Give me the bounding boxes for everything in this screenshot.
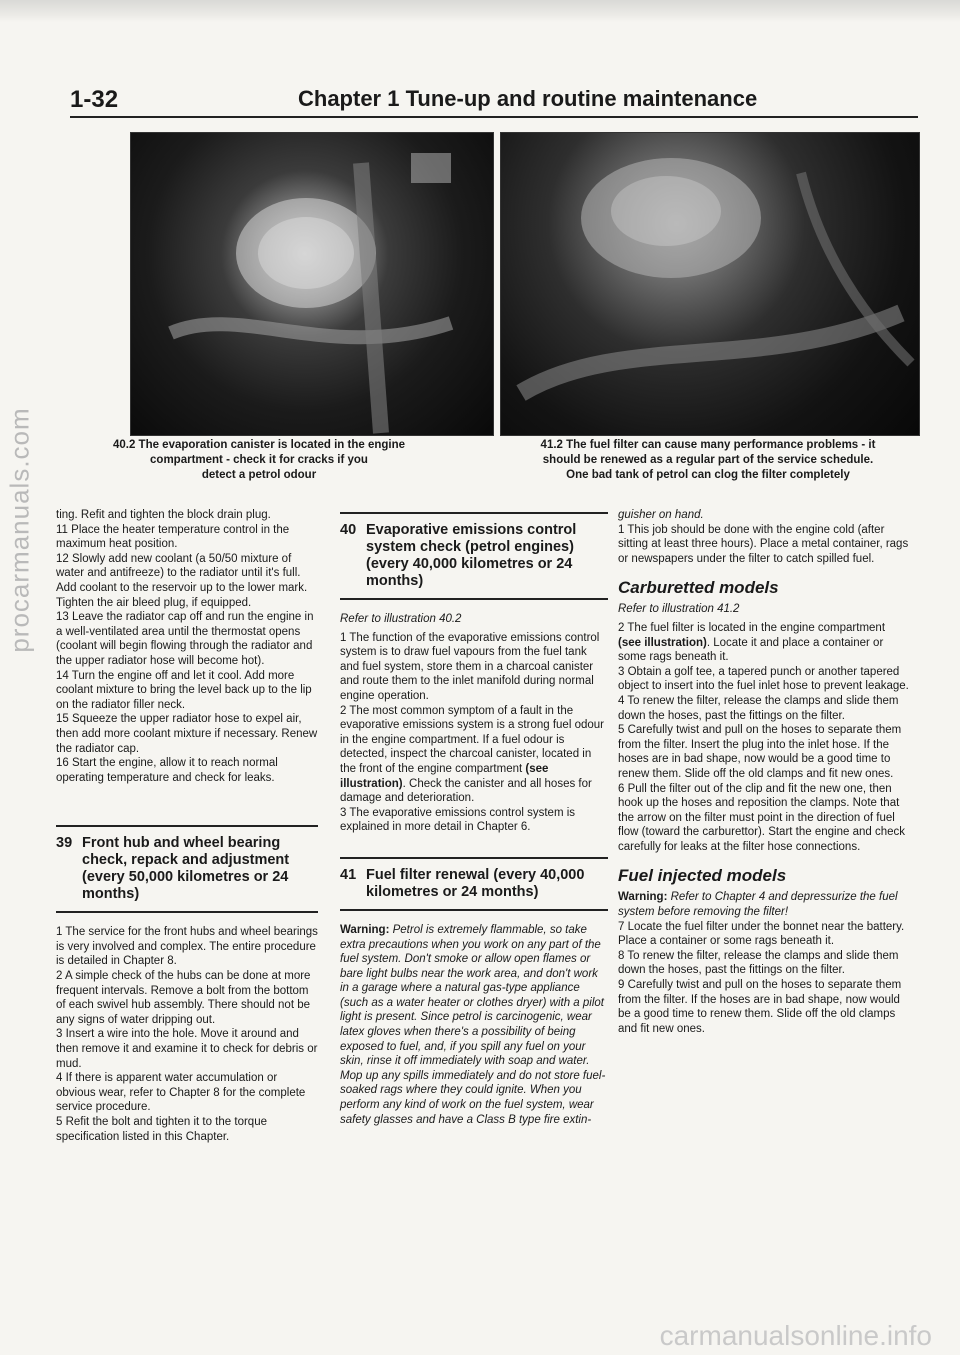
- step-39-3: 3 Insert a wire into the hole. Move it around and then remove it and examine it to check for debris or mud.: [56, 1028, 318, 1070]
- column-1: [56, 508, 318, 1144]
- fuel-filter-photo-art: [501, 133, 919, 435]
- step-12: 12 Slowly add new coolant (a 50/50 mixture of water and antifreeze) to the radiator until it's full. Add coolant to the reservoir up to the lower mark. Tighten the air bleed plug, if equipped.: [56, 552, 308, 609]
- step-13: 13 Leave the radiator cap off and run the engine in a well-ventilated area until the thermostat opens (coolant will begin flowing through the radiator and the upper radiator hose will become hot).: [56, 611, 314, 667]
- continued-text: ting. Refit and tighten the block drain plug.: [56, 509, 271, 521]
- page-header: [70, 86, 918, 122]
- column-3: [618, 508, 910, 1036]
- page-number: 1-32: [70, 86, 119, 113]
- fuel-warning: Warning: Petrol is extremely flammable, so take extra precautions when you work on any part of the fuel system. Don't smoke or allow open flames or bare light bulbs near the work area, and don't work in a garage where a natural gas-type appliance (such as a water heater or clothes dryer) with a pilot light is present. Since petrol is carcinogenic, wear latex gloves when there's a possibility of being exposed to fuel, and, if you spill any fuel on your skin, rinse it off immediately with soap and water. Mop up any spills immediately and do not store fuel-soaked rags where they could ignite. When you perform any kind of work on the fuel system, wear safety glasses and have a Class B type fire extin-: [340, 923, 606, 1126]
- step-39-2: 2 A simple check of the hubs can be done at more frequent intervals. Remove a bolt from the bottom of each swivel hub assembly. There should not be any signs of water dripping out.: [56, 970, 311, 1026]
- step-39-1: 1 The service for the front hubs and wheel bearings is very involved and complex. The entire procedure is detailed in Chapter 8.: [56, 926, 318, 968]
- section-40-heading: 40 Evaporative emissions control system check (petrol engines) (every 40,000 kilometres or 24 months): [340, 512, 608, 600]
- warning-continued: guisher on hand.: [618, 509, 704, 521]
- section-39-heading: 39 Front hub and wheel bearing check, repack and adjustment (every 50,000 kilometres or 24 months): [56, 825, 318, 913]
- step-39-4: 4 If there is apparent water accumulation or obvious wear, refer to Chapter 8 for the complete service procedure.: [56, 1072, 306, 1114]
- chapter-title: Chapter 1 Tune-up and routine maintenance: [298, 86, 758, 111]
- subheading-fuel-injected: Fuel injected models: [618, 866, 787, 886]
- bottom-watermark: carmanualsonline.info: [659, 1320, 932, 1351]
- step-41-3: 3 Obtain a golf tee, a tapered punch or another tapered object to insert into the fuel inlet hose to prevent leakage.: [618, 665, 909, 693]
- scan-top-band: [0, 0, 960, 22]
- step-41-1: 1 This job should be done with the engine cold (after sitting at least three hours). Place a metal container, rags or newspapers under the filter to catch spilled fuel.: [618, 523, 909, 565]
- section-41-heading: 41 Fuel filter renewal (every 40,000 kilometres or 24 months): [340, 857, 608, 911]
- step-41-5: 5 Carefully twist and pull on the hoses to separate them from the filter. Insert the plug into the inlet hose. If the hoses are in bad shape, now would be a good time to renew them. Slide off the old clamps and fit new ones.: [618, 724, 902, 780]
- step-41-2: 2 The fuel filter is located in the engine compartment (see illustration). Locate it and place a container or some rags beneath it.: [618, 621, 886, 664]
- subheading-carburetted: Carburetted models: [618, 578, 779, 598]
- step-41-8: 8 To renew the filter, release the clamps and slide them down the hoses, past the fittings on the filter.: [618, 949, 899, 977]
- caption-41-2: 41.2 The fuel filter can cause many performance problems - it should be renewed as a regular part of the service schedule. One bad tank of petrol can clog the filter completely: [540, 439, 876, 481]
- canister-photo-art: [131, 133, 493, 435]
- injected-warning: Warning: Refer to Chapter 4 and depressurize the fuel system before removing the filter!: [618, 891, 898, 919]
- side-watermark: procarmanuals.com: [4, 407, 35, 653]
- step-40-3: 3 The evaporative emissions control system is explained in more detail in Chapter 6.: [340, 806, 576, 834]
- photo-evaporation-canister: [130, 132, 494, 436]
- step-41-7: 7 Locate the fuel filter under the bonnet near the battery. Place a container or some rags beneath it.: [618, 920, 905, 948]
- step-14: 14 Turn the engine off and let it cool. Add more coolant mixture to bring the level back up to the lip on the radiator filler neck.: [56, 669, 312, 711]
- step-16: 16 Start the engine, allow it to reach normal operating temperature and check for leaks.: [56, 757, 278, 784]
- caption-40-2: 40.2 The evaporation canister is located in the engine compartment - check it for cracks if you detect a petrol odour: [112, 439, 406, 481]
- step-41-4: 4 To renew the filter, release the clamps and slide them down the hoses, past the fittings on the filter.: [618, 694, 899, 722]
- step-40-1: 1 The function of the evaporative emissions control system is to draw fuel vapours from the fuel tank and fuel system, store them in a charcoal canister and route them to the inlet manifold during normal engine operation.: [340, 631, 600, 702]
- illustration-ref-40-2: Refer to illustration 40.2: [340, 613, 462, 625]
- step-41-9: 9 Carefully twist and pull on the hoses to separate them from the filter. If the hoses are in bad shape, now would be a good time to renew them. Slide off the old clamps and fit new ones.: [618, 979, 902, 1035]
- illustration-ref-41-2: Refer to illustration 41.2: [618, 603, 740, 616]
- photo-fuel-filter: [500, 132, 920, 436]
- step-11: 11 Place the heater temperature control in the maximum heat position.: [56, 523, 290, 551]
- step-39-5: 5 Refit the bolt and tighten it to the torque specification listed in this Chapter.: [56, 1116, 267, 1143]
- header-rule: [70, 116, 918, 118]
- step-41-6: 6 Pull the filter out of the clip and fit the new one, then hook up the hoses and reposition the clamps. Note that the arrow on the filter must point in the direction of fuel flow (toward the carburettor). Start the engine and check carefully for leaks at the filter hose connections.: [618, 782, 906, 853]
- step-15: 15 Squeeze the upper radiator hose to expel air, then add more coolant mixture if necessary. Renew the radiator cap.: [56, 713, 318, 755]
- step-40-2: 2 The most common symptom of a fault in the evaporative emissions system is a strong fuel odour in the engine compartment. If a fuel odour is detected, inspect the charcoal canister, located in the front of the engine compartment (see illustration). Check the canister and all hoses for damage and deterioration.: [340, 704, 604, 805]
- column-2: [340, 508, 608, 1127]
